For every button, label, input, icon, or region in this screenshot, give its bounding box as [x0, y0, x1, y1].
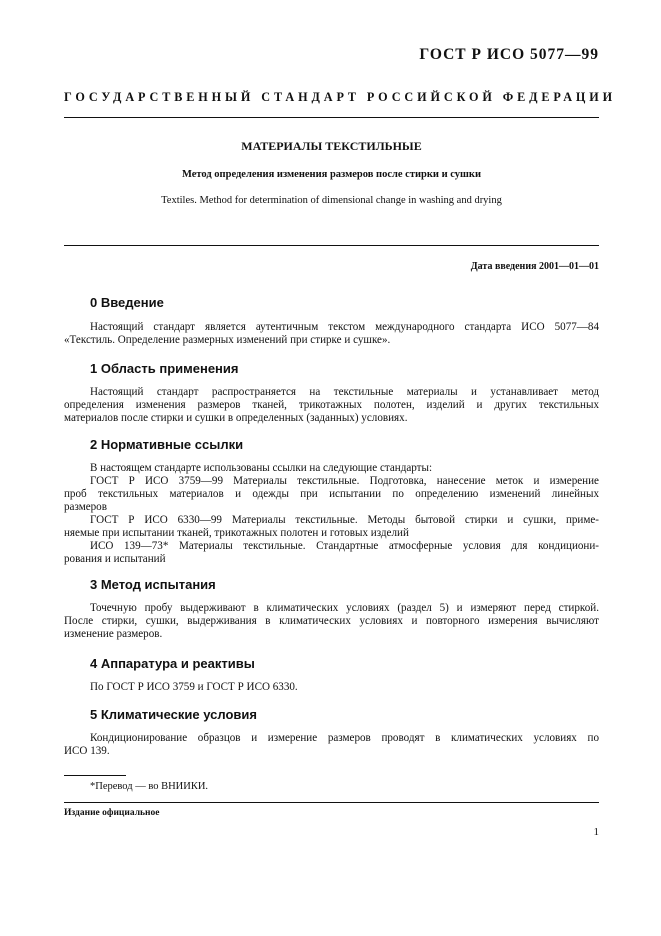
text-line: ГОСТ Р ИСО 6330—99 Материалы текстильные. Методы бытовой стирки и сушки, приме-	[90, 514, 599, 526]
text-line: Настоящий стандарт является аутентичным текстом международного стандарта ИСО 5077—84	[90, 321, 599, 333]
footnote-rule	[64, 775, 126, 776]
text-line: Настоящий стандарт распространяется на текстильные материалы и устанавливает метод	[90, 386, 599, 398]
text-line: проб текстильных материалов и одежды при испытании по определению изменений линейных	[64, 488, 599, 500]
section-heading-3: 3 Метод испытания	[90, 577, 216, 592]
text-line: Кондиционирование образцов и измерение размеров проводят в климатических условиях по	[90, 732, 599, 744]
text-line: Точечную пробу выдерживают в климатических условиях (раздел 5) и измеряют перед стиркой.	[90, 602, 599, 614]
text-line: размеров	[64, 501, 107, 513]
state-standard-title: ГОСУДАРСТВЕННЫЙ СТАНДАРТ РОССИЙСКОЙ ФЕДЕРАЦИИ	[64, 90, 617, 104]
text-line: ИСО 139.	[64, 745, 110, 757]
footnote: *Перевод — во ВНИИКИ.	[90, 781, 209, 792]
text-line: После стирки, сушки, выдерживания в климатических условиях и повторного измерения вычисляют	[64, 615, 599, 627]
section-text-5	[64, 732, 599, 758]
introduction-date: Дата введения 2001—01—01	[470, 261, 599, 272]
page-number: 1	[593, 826, 599, 838]
text-line: няемые при испытании тканей, трикотажных полотен и готовых изделий	[64, 527, 409, 539]
document-code: ГОСТ Р ИСО 5077—99	[419, 46, 599, 63]
text-line: ИСО 139—73* Материалы текстильные. Стандартные атмосферные условия для кондициони-	[90, 540, 599, 552]
section-text-4	[64, 681, 599, 694]
section-heading-5: 5 Климатические условия	[90, 707, 257, 722]
top-rule	[64, 117, 599, 118]
section-text-2	[64, 462, 599, 566]
section-heading-0: 0 Введение	[90, 295, 164, 310]
text-line: По ГОСТ Р ИСО 3759 и ГОСТ Р ИСО 6330.	[90, 681, 298, 693]
text-line: ГОСТ Р ИСО 3759—99 Материалы текстильные. Подготовка, нанесение меток и измерение	[90, 475, 599, 487]
section-heading-4: 4 Аппаратура и реактивы	[90, 656, 255, 671]
text-line: изменение размеров.	[64, 628, 163, 640]
text-line: «Текстиль. Определение размерных изменений при стирке и сушке».	[64, 334, 391, 346]
section-heading-2: 2 Нормативные ссылки	[90, 437, 244, 452]
standard-subtitle: Метод определения изменения размеров после стирки и сушки	[181, 169, 482, 180]
section-heading-1: 1 Область применения	[90, 361, 239, 376]
text-line: рования и испытаний	[64, 553, 166, 565]
text-line: В настоящем стандарте использованы ссылки на следующие стандарты:	[90, 462, 433, 474]
official-edition-label: Издание официальное	[64, 808, 160, 818]
text-line: материалов после стирки и сушки в определенных (заданных) условиях.	[64, 412, 408, 424]
footer-rule	[64, 802, 599, 803]
section-text-3	[64, 602, 599, 641]
title-bottom-rule	[64, 245, 599, 246]
section-text-0	[64, 321, 599, 347]
text-line: определения изменения размеров тканей, трикотажных полотен, изделий и других текстильных	[64, 399, 599, 411]
section-text-1	[64, 386, 599, 425]
standard-title: МАТЕРИАЛЫ ТЕКСТИЛЬНЫЕ	[241, 139, 422, 153]
standard-title-english: Textiles. Method for determination of dimensional change in washing and drying	[161, 195, 502, 206]
